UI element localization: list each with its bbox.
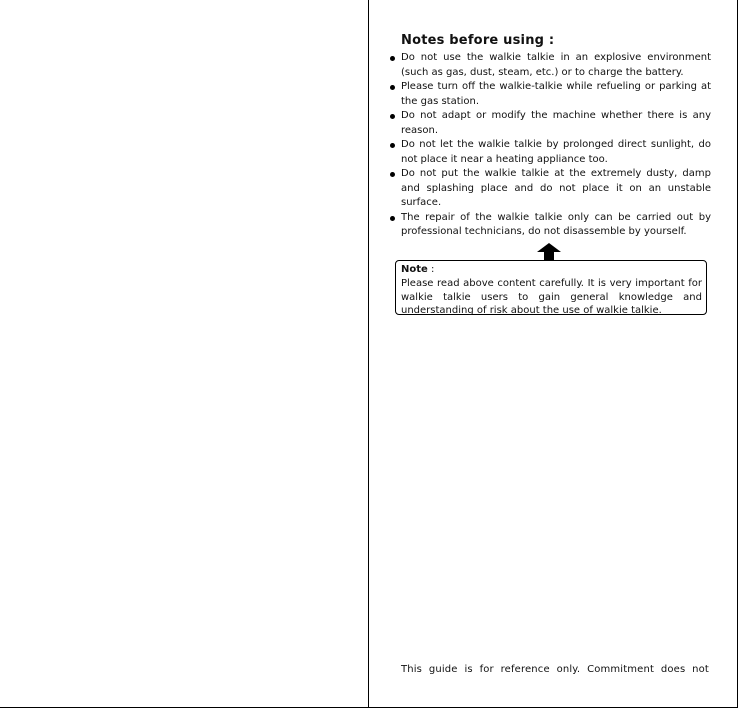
left-bottom-rule	[0, 707, 370, 708]
note-item	[389, 51, 711, 80]
note-item-text: Do not use the walkie talkie in an explosive environment (such as gas, dust, steam, etc.) or to charge the battery.	[401, 52, 711, 78]
note-item	[389, 109, 711, 138]
bullet-icon	[390, 172, 395, 177]
footer-disclaimer: This guide is for reference only. Commitment does not	[401, 664, 709, 675]
note-item	[389, 167, 711, 211]
note-box	[395, 260, 707, 315]
arrow-up-icon	[537, 243, 561, 261]
note-item-text: Do not let the walkie talkie by prolonged direct sunlight, do not place it near a heating appliance too.	[401, 139, 711, 165]
bullet-icon	[390, 114, 395, 119]
note-box-title	[401, 263, 702, 277]
note-box-body: Please read above content carefully. It is very important for walkie talkie users to gain general knowledge and understanding of risk about the use of walkie talkie.	[401, 278, 702, 317]
bullet-icon	[390, 85, 395, 90]
bullet-icon	[390, 56, 395, 61]
note-item-text: The repair of the walkie talkie only can be carried out by professional technicians, do not disassemble by yourself.	[401, 211, 711, 237]
bullet-icon	[390, 216, 395, 221]
note-item-text: Please turn off the walkie-talkie while refueling or parking at the gas station.	[401, 81, 711, 107]
note-item	[389, 138, 711, 167]
note-box-title-label: Note	[401, 264, 428, 275]
notes-heading: Notes before using :	[401, 33, 555, 48]
bullet-icon	[390, 143, 395, 148]
note-item-text: Do not put the walkie talkie at the extremely dusty, damp and splashing place and do not place it on an unstable surface.	[401, 168, 711, 208]
notes-list	[389, 51, 711, 240]
note-box-title-colon: :	[427, 264, 435, 275]
note-item	[389, 211, 711, 240]
manual-page	[368, 0, 738, 708]
note-item-text: Do not adapt or modify the machine whether there is any reason.	[401, 110, 711, 136]
note-item	[389, 80, 711, 109]
